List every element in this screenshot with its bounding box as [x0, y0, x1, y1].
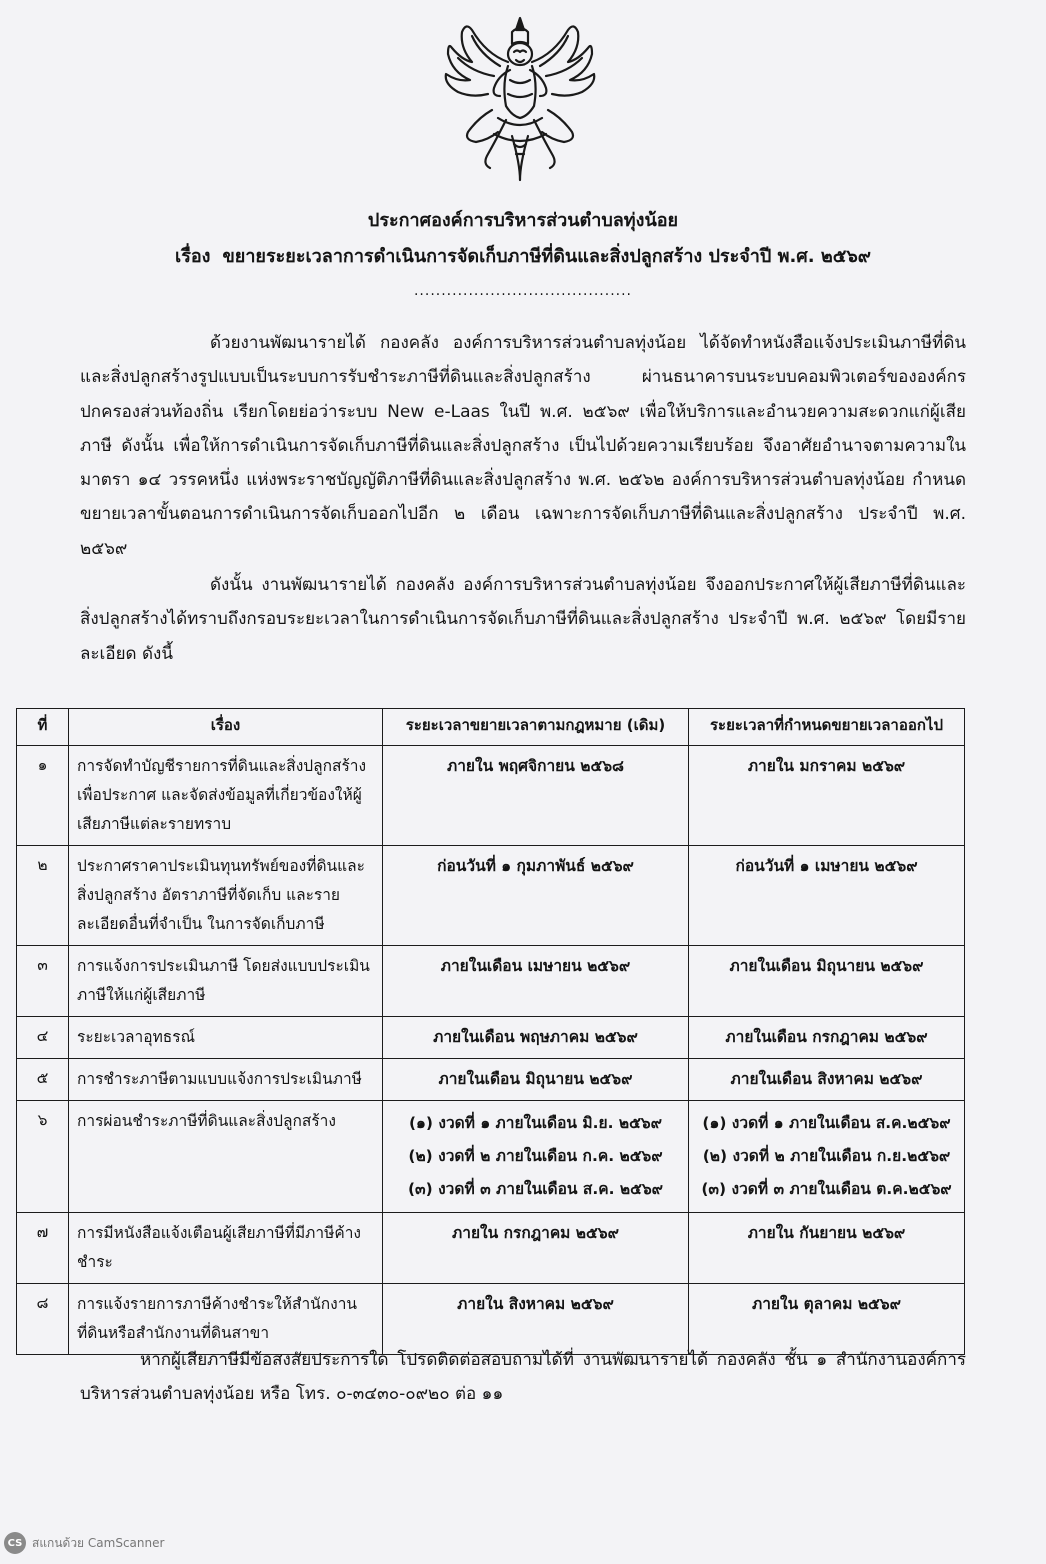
scanner-watermark	[4, 1532, 164, 1554]
installment-line: (๒) งวดที่ ๒ ภายในเดือน ก.ย.๒๕๖๙	[702, 1147, 951, 1165]
row-no: ๒	[17, 846, 69, 946]
row-extended-period	[689, 1101, 965, 1213]
schedule-table	[16, 708, 965, 1355]
row-original-period	[383, 1101, 689, 1213]
table-row	[17, 946, 965, 1017]
installment-line: (๓) งวดที่ ๓ ภายในเดือน ส.ค. ๒๕๖๙	[407, 1180, 664, 1198]
paragraph-2: ดังนั้น งานพัฒนารายได้ กองคลัง องค์การบริหารส่วนตำบลทุ่งน้อย จึงออกประกาศให้ผู้เสียภาษีที่ดินและสิ่งปลูกสร้างได้ทราบถึงกรอบระยะเวลาในการดำเนินการจัดเก็บภาษีที่ดินและสิ่งปลูกสร้าง ประจำปี พ.ศ. ๒๕๖๙ โดยมีรายละเอียด ดังนี้	[80, 575, 966, 664]
table-header-row	[17, 709, 965, 746]
row-extended-period: ภายใน ตุลาคม ๒๕๖๙	[689, 1284, 965, 1355]
row-original-period: ภายในเดือน พฤษภาคม ๒๕๖๙	[383, 1017, 689, 1059]
table-row	[17, 1213, 965, 1284]
row-extended-period: ภายใน กันยายน ๒๕๖๙	[689, 1213, 965, 1284]
row-no: ๔	[17, 1017, 69, 1059]
table-row	[17, 746, 965, 846]
row-subject: การจัดทำบัญชีรายการที่ดินและสิ่งปลูกสร้างเพื่อประกาศ และจัดส่งข้อมูลที่เกี่ยวข้องให้ผู้เสียภาษีแต่ละรายทราบ	[69, 746, 383, 846]
installment-line: (๒) งวดที่ ๒ ภายในเดือน ก.ค. ๒๕๖๙	[408, 1147, 663, 1165]
row-original-period: ก่อนวันที่ ๑ กุมภาพันธ์ ๒๕๖๙	[383, 846, 689, 946]
installment-line: (๓) งวดที่ ๓ ภายในเดือน ต.ค.๒๕๖๙	[701, 1180, 952, 1198]
garuda-emblem-icon	[432, 14, 608, 186]
row-extended-period: ก่อนวันที่ ๑ เมษายน ๒๕๖๙	[689, 846, 965, 946]
header-subject: เรื่อง	[69, 709, 383, 746]
row-subject: การมีหนังสือแจ้งเตือนผู้เสียภาษีที่มีภาษีค้างชำระ	[69, 1213, 383, 1284]
subject-label: เรื่อง	[175, 246, 211, 267]
row-original-period: ภายใน พฤศจิกายน ๒๕๖๘	[383, 746, 689, 846]
row-subject: การชำระภาษีตามแบบแจ้งการประเมินภาษี	[69, 1059, 383, 1101]
contact-paragraph: หากผู้เสียภาษีมีข้อสงสัยประการใด โปรดติดต่อสอบถามได้ที่ งานพัฒนารายได้ กองคลัง ชั้น ๑ สำนักงานองค์การบริหารส่วนตำบลทุ่งน้อย หรือ โทร. ๐-๓๔๓๐-๐๙๒๐ ต่อ ๑๑	[80, 1350, 966, 1405]
row-no: ๖	[17, 1101, 69, 1213]
paragraph-1: ด้วยงานพัฒนารายได้ กองคลัง องค์การบริหารส่วนตำบลทุ่งน้อย ได้จัดทำหนังสือแจ้งประเมินภาษีที่ดินและสิ่งปลูกสร้างรูปแบบเป็นระบบการรับชำระภาษีที่ดินและสิ่งปลูกสร้าง ผ่านธนาคารบนระบบคอมพิวเตอร์ขององค์กรปกครองส่วนท้องถิ่น เรียกโดยย่อว่าระบบ New e-Laas ในปี พ.ศ. ๒๕๖๙ เพื่อให้บริการและอำนวยความสะดวกแก่ผู้เสียภาษี ดังนั้น เพื่อให้การดำเนินการจัดเก็บภาษีที่ดินและสิ่งปลูกสร้าง เป็นไปด้วยความเรียบร้อย จึงอาศัยอำนาจตามความในมาตรา ๑๔ วรรคหนึ่ง แห่งพระราชบัญญัติภาษีที่ดินและสิ่งปลูกสร้าง พ.ศ. ๒๕๖๒ องค์การบริหารส่วนตำบลทุ่งน้อย กำหนดขยายเวลาขั้นตอนการดำเนินการจัดเก็บออกไปอีก ๒ เดือน เฉพาะการจัดเก็บภาษีที่ดินและสิ่งปลูกสร้าง ประจำปี พ.ศ. ๒๕๖๙	[80, 333, 966, 559]
header-no: ที่	[17, 709, 69, 746]
subject-text: ขยายระยะเวลาการดำเนินการจัดเก็บภาษีที่ดินและสิ่งปลูกสร้าง ประจำปี พ.ศ. ๒๕๖๙	[222, 246, 871, 267]
row-subject: การผ่อนชำระภาษีที่ดินและสิ่งปลูกสร้าง	[69, 1101, 383, 1213]
announcement-subject	[0, 244, 1046, 270]
row-original-period: ภายใน สิงหาคม ๒๕๖๙	[383, 1284, 689, 1355]
table-row	[17, 1101, 965, 1213]
row-original-period: ภายใน กรกฎาคม ๒๕๖๙	[383, 1213, 689, 1284]
row-extended-period: ภายในเดือน กรกฎาคม ๒๕๖๙	[689, 1017, 965, 1059]
table-row	[17, 1059, 965, 1101]
row-no: ๑	[17, 746, 69, 846]
row-subject: ระยะเวลาอุทธรณ์	[69, 1017, 383, 1059]
title-separator: ........................................	[413, 283, 632, 299]
row-subject: ประกาศราคาประเมินทุนทรัพย์ของที่ดินและสิ่งปลูกสร้าง อัตราภาษีที่จัดเก็บ และรายละเอียดอื่นที่จำเป็น ในการจัดเก็บภาษี	[69, 846, 383, 946]
row-no: ๗	[17, 1213, 69, 1284]
row-original-period: ภายในเดือน มิถุนายน ๒๕๖๙	[383, 1059, 689, 1101]
scanner-text: สแกนด้วย CamScanner	[32, 1535, 165, 1550]
camscanner-logo-icon: CS	[4, 1532, 26, 1554]
row-no: ๓	[17, 946, 69, 1017]
header-extended-period: ระยะเวลาที่กำหนดขยายเวลาออกไป	[689, 709, 965, 746]
row-no: ๕	[17, 1059, 69, 1101]
installment-line: (๑) งวดที่ ๑ ภายในเดือน มิ.ย. ๒๕๖๙	[408, 1114, 663, 1132]
row-extended-period: ภายใน มกราคม ๒๕๖๙	[689, 746, 965, 846]
installment-line: (๑) งวดที่ ๑ ภายในเดือน ส.ค.๒๕๖๙	[702, 1114, 951, 1132]
row-original-period: ภายในเดือน เมษายน ๒๕๖๙	[383, 946, 689, 1017]
row-no: ๘	[17, 1284, 69, 1355]
table-row	[17, 1017, 965, 1059]
announcement-title: ประกาศองค์การบริหารส่วนตำบลทุ่งน้อย	[367, 210, 679, 231]
row-extended-period: ภายในเดือน มิถุนายน ๒๕๖๙	[689, 946, 965, 1017]
row-subject: การแจ้งรายการภาษีค้างชำระให้สำนักงานที่ดินหรือสำนักงานที่ดินสาขา	[69, 1284, 383, 1355]
table-row	[17, 846, 965, 946]
header-original-period: ระยะเวลาขยายเวลาตามกฎหมาย (เดิม)	[383, 709, 689, 746]
row-extended-period: ภายในเดือน สิงหาคม ๒๕๖๙	[689, 1059, 965, 1101]
row-subject: การแจ้งการประเมินภาษี โดยส่งแบบประเมินภาษีให้แก่ผู้เสียภาษี	[69, 946, 383, 1017]
